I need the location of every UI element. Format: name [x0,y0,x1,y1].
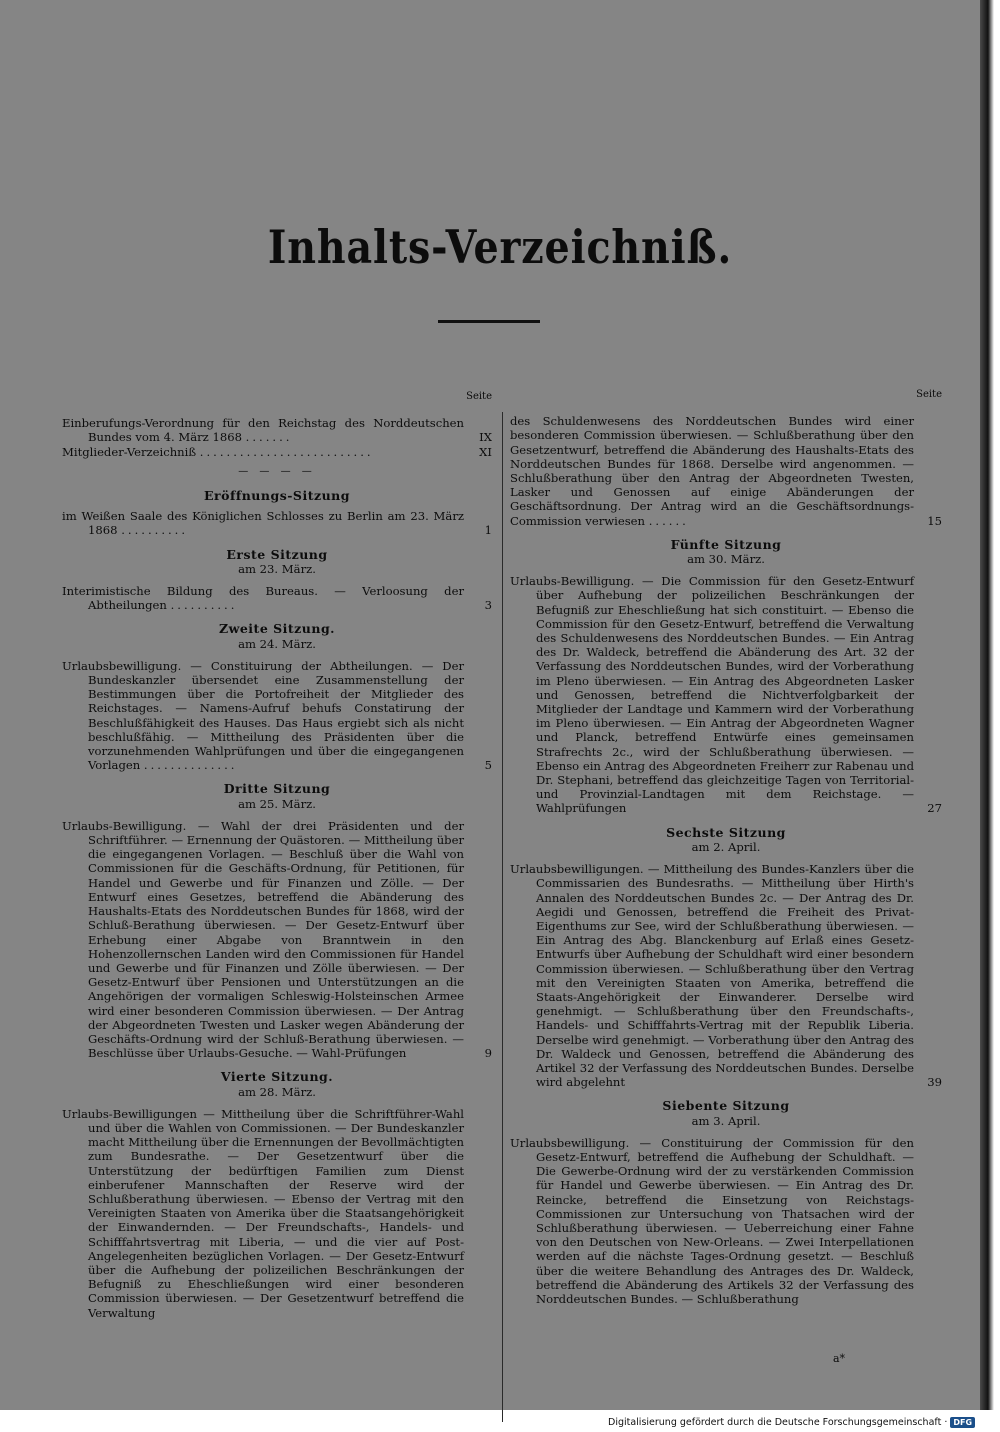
section-siebente-sitzung [510,1099,942,1306]
right-column [510,390,942,1306]
section-entry: Urlaubsbewilligung. — Constituirung der Abtheilungen. — Der Bundeskanzler übersendet eine Zusammenstellung der Bestimmungen über die Portofreiheit der Mitglieder des Reichstages. — Namens-Aufruf behufs Constatirung der Beschlußfähigkeit des Hauses. Das Haus ergiebt sich als nicht beschlußfähig. — Mittheilung des Präsidenten über die vorzunehmenden Wahlprüfungen und über die eingegangenen Vorlagen .............. 5 [62,658,492,773]
section-title: Zweite Sitzung. [218,621,336,637]
section-date: am 24. März. [238,636,316,651]
section-entry [510,574,942,815]
toc-page-number: 39 [927,1075,942,1090]
section-entry [510,862,942,1089]
dfg-credit-text: Digitalisierung gefördert durch die Deutsche Forschungsgemeinschaft · [608,1416,948,1428]
toc-page-number: XI [479,444,492,459]
section-separator: — — — — [238,465,316,477]
section-date: am 28. März. [238,1084,316,1099]
section-date: am 3. April. [691,1113,761,1128]
toc-page-number: 5 [484,758,492,773]
section-title: Dritte Sitzung [223,781,331,797]
section-entry [62,819,492,1060]
section-erste-sitzung [62,548,492,613]
section-date: am 30. März. [687,552,765,567]
toc-page-number: 15 [927,513,942,528]
section-entry-text: Urlaubsbewilligung. — Constituirung der Commission für den Gesetz-Entwurf, betreffend die Aufhebung der Schuldhaft. — Die Gewerbe-Ordnung wird der zu verstärkenden Commission für Handel und Gewerbe überwiesen. — Ein Antrag des Dr. Reincke, betreffend die Einsetzung von Reichstags-Commissionen zur Untersuchung von Thatsachen wird der Schlußberathung überwiesen. — Ueberreichung einer Fahne von den Deutschen von New-Orleans. — Zwei Interpellationen werden auf die nächste Tages-Ordnung gesetzt. — Beschluß über die weitere Behandlung des Antrages des Dr. Waldeck, betreffend die Abänderung des Artikels 32 der Verfassung des Norddeutschen Bundes. — Schlußberathung [510,1135,914,1306]
section-entry: Interimistische Bildung des Bureaus. — Verloosung der Abtheilungen .......... 3 [62,584,492,613]
section-entry [62,1107,492,1320]
toc-entry-einberufung: Einberufungs-Verordnung für den Reichstag des Norddeutschen Bundes vom 4. März 1868 ....... IX [62,416,492,445]
toc-page-number: 27 [927,801,942,816]
toc-entry-text: Mitglieder-Verzeichniß [62,444,197,459]
toc-entry-text: Einberufungs-Verordnung für den Reichstag des Norddeutschen Bundes vom 4. März 1868 [62,416,464,445]
left-column [62,390,492,1320]
section-title: Fünfte Sitzung [670,536,782,552]
toc-page-number: IX [479,430,492,445]
seite-label-right: Seite [916,389,942,400]
title-rule [438,320,540,323]
section-title: Siebente Sitzung [662,1098,790,1114]
continuation-entry: des Schuldenwesens des Norddeutschen Bundes wird einer besonderen Commission überwiesen. — Schlußberathung über den Gesetzentwurf, betreffend die Abänderung des Haushalts-Etats des Norddeutschen Bundes für 1868. Derselbe wird angenommen. — Schlußberathung über den Antrag der Abgeordneten Twesten, Lasker und Genossen auf einige Abänderungen der Geschäftsordnung. Der Antrag wird an die Geschäftsordnungs-Commission verwiesen ...... 15 [510,414,942,528]
dfg-credit [608,1413,975,1431]
scan-edge [980,0,1000,1410]
section-entry-text: Urlaubsbewilligung. — Constituirung der Abtheilungen. — Der Bundeskanzler übersendet eine Zusammenstellung der Bestimmungen über die Portofreiheit der Mitglieder des Reichstages. — Namens-Aufruf behufs Constatirung der Beschlußfähigkeit des Hauses. Das Haus ergiebt sich als nicht beschlußfähig. — Mittheilung des Präsidenten über die vorzunehmenden Wahlprüfungen und über die eingegangenen Vorlagen [62,658,464,773]
toc-entry-mitglieder: Mitglieder-Verzeichniß .......................... XI [62,444,492,459]
section-title: Sechste Sitzung [666,824,786,840]
section-eroeffnung [62,489,492,538]
dfg-logo-icon: DFG [950,1417,975,1428]
section-entry-text: Urlaubs-Bewilligung. — Die Commission für den Gesetz-Entwurf über Aufhebung der polizeilichen Beschränkungen der Befugniß zur Eheschließung hat sich constituirt. — Ebenso die Commission für den Gesetz-Entwurf, betreffend die Verwaltung des Schuldenwesens des Norddeutschen Bundes. — Ein Antrag des Dr. Waldeck, betreffend die Abänderung des Art. 32 der Verfassung des Norddeutschen Bundes, wird der Vorberathung im Pleno überwiesen. — Ein Antrag des Abgeordneten Lasker und Genossen, betreffend die Nichtverfolgbarkeit der Mitglieder der Landtage und Kammern wird der Vorberathung im Pleno überwiesen. — Ein Antrag der Abgeordneten Wagner und Planck, betreffend Entwürfe eines gemeinsamen Strafrechts 2c., wird der Schlußberathung überwiesen. — Ebenso ein Antrag des Abgeordneten Freiherr zur Rabenau und Dr. Stephani, betreffend das gleichzeitige Tagen von Territorial- und Provinzial-Landtagen mit dem Reichstage. — Wahlprüfungen [510,574,914,816]
section-entry-text: Urlaubsbewilligungen. — Mittheilung des Bundes-Kanzlers über die Commissarien des Bundesraths. — Mittheilung über Hirth's Annalen des Norddeutschen Bundes 2c. — Der Antrag des Dr. Aegidi und Genossen, betreffend die Freiheit des Privat-Eigenthums zur See, wird der Schlußberathung überwiesen. — Ein Antrag des Abg. Blanckenburg auf Erlaß eines Gesetz-Entwurfs über Aufhebung der Schuldhaft wird einer besondern Commission überwiesen. — Schlußberathung über den Vertrag mit den Vereinigten Staaten von Amerika, betreffend die Staats-Angehörigkeit der Einwanderer. Derselbe wird genehmigt. — Schlußberathung über den Freundschafts-, Handels- und Schifffahrts-Vertrag mit der Republik Liberia. Derselbe wird genehmigt. — Vorberathung über den Antrag des Dr. Waldeck und Genossen, betreffend die Abänderung des Artikel 32 der Verfassung des Norddeutschen Bundes. Derselbe wird abgelehnt [510,862,914,1090]
section-entry-text: im Weißen Saale des Königlichen Schlosses zu Berlin am 23. März 1868 [62,509,464,538]
toc-page-number: 1 [484,523,492,538]
section-title: Vierte Sitzung. [220,1069,334,1085]
section-entry-text: Urlaubs-Bewilligung. — Wahl der drei Präsidenten und der Schriftführer. — Ernennung der Quästoren. — Mittheilung über die eingegangenen Vorlagen. — Beschluß über die Wahl von Commissionen für die Geschäfts-Ordnung, für Petitionen, für Handel und Gewerbe und für Finanzen und Zölle. — Der Entwurf eines Gesetzes, betreffend die Abänderung des Haushalts-Etats des Norddeutschen Bundes für 1868, wird der Schluß-Berathung überwiesen. — Der Gesetz-Entwurf über Erhebung einer Abgabe von Branntwein in den Hohenzollernschen Landen wird den Commissionen für Handel und Gewerbe und für Finanzen und Zölle überwiesen. — Der Gesetz-Entwurf über Pensionen und Unterstützungen an die Angehörigen der vormaligen Schleswig-Holsteinschen Armee wird einer besonderen Commission überwiesen. — Der Antrag der Abgeordneten Twesten und Lasker wegen Abänderung der Geschäfts-Ordnung wird der Schluß-Berathung überwiesen. — Beschlüsse über Urlaubs-Gesuche. — Wahl-Prüfungen [62,818,464,1061]
signature-mark: a* [833,1352,846,1365]
page-title: Inhalts-Verzeichniß. [267,220,733,274]
section-fuenfte-sitzung [510,538,942,816]
toc-page-number: 3 [484,598,492,613]
section-entry-text: Interimistische Bildung des Bureaus. — Verloosung der Abtheilungen [62,584,464,613]
section-title: Erste Sitzung [226,546,328,562]
section-title: Eröffnungs-Sitzung [204,488,350,504]
section-entry: im Weißen Saale des Königlichen Schlosses zu Berlin am 23. März 1868 .......... 1 [62,509,492,538]
section-dritte-sitzung [62,782,492,1060]
seite-label-left: Seite [466,391,492,402]
section-date: am 25. März. [238,796,316,811]
section-entry [510,1136,942,1306]
section-sechste-sitzung [510,826,942,1090]
section-entry-text: Urlaubs-Bewilligungen — Mittheilung über die Schriftführer-Wahl und über die Wahlen von Commissionen. — Der Bundeskanzler macht Mittheilung über die Ernennungen der Bevollmächtigten zum Bundesrathe. — Der Gesetzentwurf über die Unterstützung der bedürftigen Familien zum Dienst einberufener Mannschaften der Reserve wird der Schlußberathung überwiesen. — Ebenso der Vertrag mit den Vereinigten Staaten von Amerika über die Staatsangehörigkeit der Einwandernden. — Der Freundschafts-, Handels- und Schifffahrtsvertrag mit Liberia, — und die vier auf Post-Angelegenheiten bezüglichen Vorlagen. — Der Gesetz-Entwurf über die Aufhebung der polizeilichen Beschränkungen der Befugniß zu Eheschließungen wird einer besonderen Commission überwiesen. — Der Gesetzentwurf betreffend die Verwaltung [62,1106,464,1320]
toc-page-number: 9 [484,1046,492,1061]
continuation-text: des Schuldenwesens des Norddeutschen Bundes wird einer besonderen Commission überwiesen. — Schlußberathung über den Gesetzentwurf, betreffend die Abänderung des Haushalts-Etats des Norddeutschen Bundes für 1868. Derselbe wird angenommen. — Schlußberathung über den Antrag der Abgeordneten Twesten, Lasker und Genossen auf einige Abänderungen der Geschäftsordnung. Der Antrag wird an die Geschäftsordnungs-Commission verwiesen [510,414,914,528]
section-date: am 23. März. [238,561,316,576]
section-date: am 2. April. [691,839,761,854]
column-divider [502,412,503,1422]
section-vierte-sitzung [62,1070,492,1319]
section-zweite-sitzung [62,622,492,772]
